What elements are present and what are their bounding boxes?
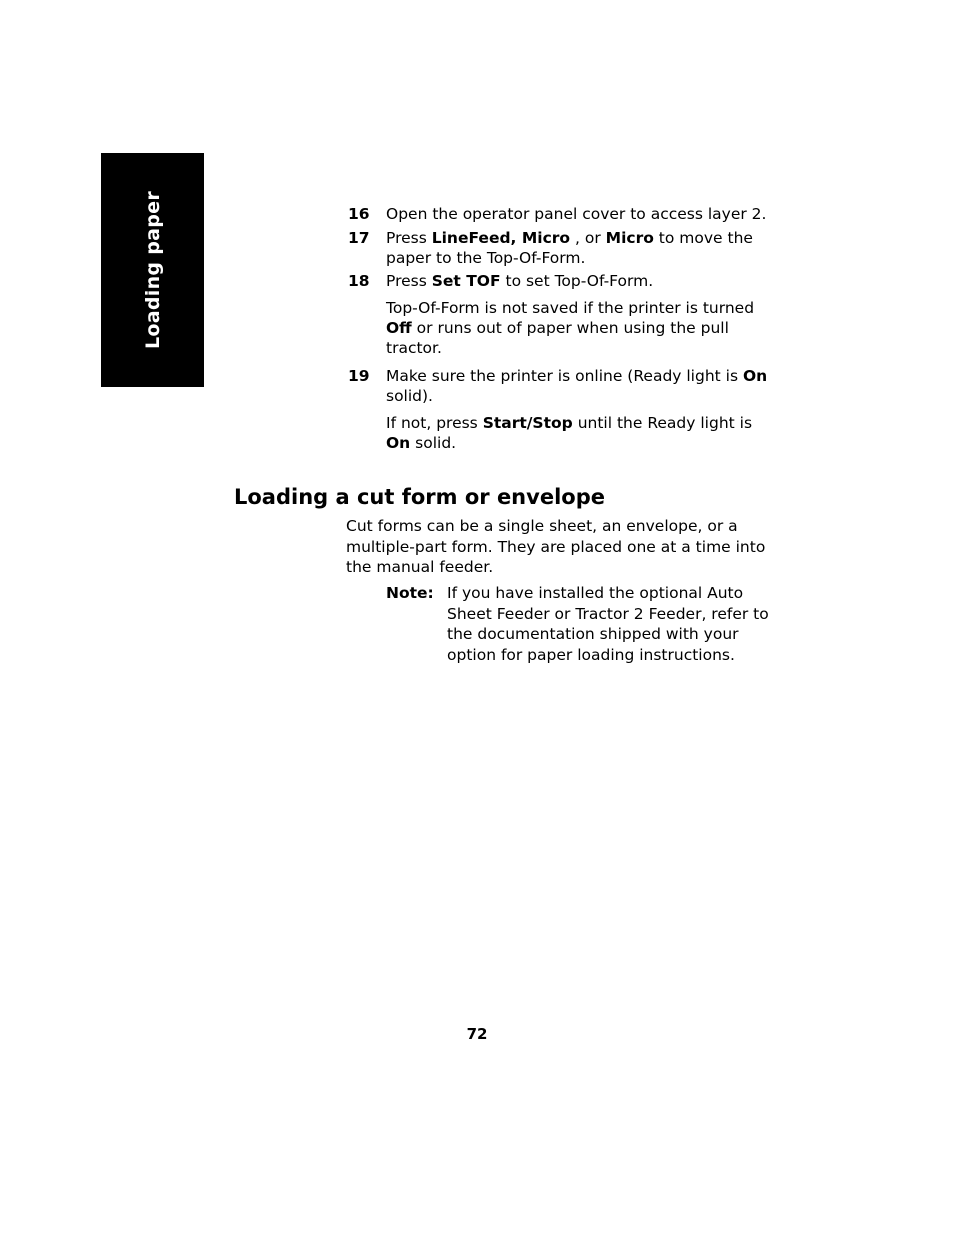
key-name: Micro [605, 229, 654, 247]
state-name: Off [386, 319, 412, 337]
step-number: 16 [348, 205, 370, 223]
page-number: 72 [466, 1025, 488, 1043]
note-text: If you have installed the optional Auto Sheet Feeder or Tractor 2 Feeder, refer to the documentation shipped with your option for paper loading instructions. [447, 584, 769, 664]
step-number: 19 [348, 367, 370, 385]
state-name: On [386, 434, 411, 452]
step-18-note: Top-Of-Form is not saved if the printer is turned Off or runs out of paper when using the pull tractor. [386, 299, 755, 357]
key-name: Set TOF [431, 272, 501, 290]
step-text: Press Set TOF to set Top-Of-Form. [386, 272, 654, 290]
step-18 [348, 271, 778, 291]
state-name: On [742, 367, 768, 385]
step-19 [348, 366, 778, 406]
note-block [386, 583, 778, 665]
chapter-side-tab [101, 153, 204, 387]
step-16 [348, 204, 778, 224]
step-number: 18 [348, 272, 370, 290]
step-19-note: If not, press Start/Stop until the Ready light is On solid. [386, 414, 753, 452]
key-name: Start/Stop [482, 414, 573, 432]
step-number: 17 [348, 229, 370, 247]
note-label: Note: [386, 584, 434, 602]
key-name: LineFeed, Micro [431, 229, 571, 247]
step-text: Open the operator panel cover to access layer 2. [386, 205, 767, 223]
step-17 [348, 228, 778, 268]
section-heading: Loading a cut form or envelope [234, 485, 605, 509]
section-intro: Cut forms can be a single sheet, an envelope, or a multiple-part form. They are placed one at a time into the manual feeder. [346, 517, 766, 576]
chapter-tab-label: Loading paper [142, 190, 164, 350]
step-text: Make sure the printer is online (Ready light is On solid). [386, 367, 768, 405]
step-text: Press LineFeed, Micro , or Micro to move the paper to the Top-Of-Form. [386, 229, 753, 267]
